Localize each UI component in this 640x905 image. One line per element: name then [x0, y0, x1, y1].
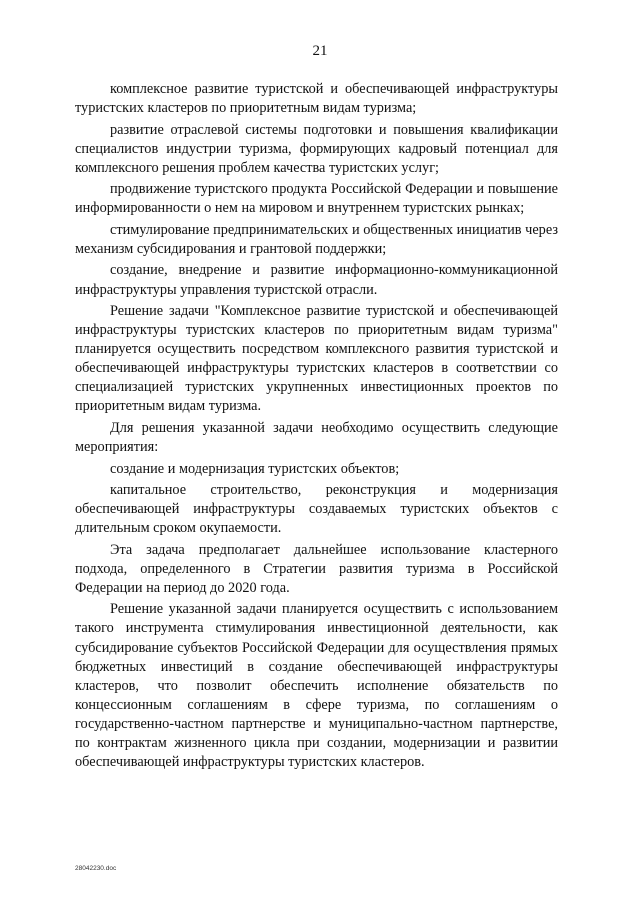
- paragraph: капитальное строительство, реконструкция и модернизация обеспечивающей инфраструктуры создаваемых туристских объектов с длительным сроком окупаемости.: [75, 482, 558, 537]
- paragraph: Эта задача предполагает дальнейшее использование кластерного подхода, определенного в Стратегии развития туризма в Российской Федерации на период до 2020 года.: [75, 541, 558, 596]
- paragraph: продвижение туристского продукта Российской Федерации и повышение информированности о нем на мировом и внутреннем туристских рынках;: [75, 181, 558, 217]
- paragraph: создание, внедрение и развитие информационно-коммуникационной инфраструктуры управления туристской отрасли.: [75, 262, 558, 298]
- paragraph: комплексное развитие туристской и обеспечивающей инфраструктуры туристских кластеров по приоритетным видам туризма;: [75, 81, 558, 117]
- paragraph: Решение задачи "Комплексное развитие туристской и обеспечивающей инфраструктуры туристских кластеров по приоритетным видам туризма" планируется осуществить посредством комплексного развития туристской и обеспечивающей инфраструктуры туристских кластеров в соответствии со специализацией туристских укрупненных инвестиционных проектов по приоритетным видам туризма.: [75, 302, 558, 415]
- document-footer-filename: 28042230.doc: [75, 865, 117, 872]
- page-number: 21: [312, 43, 328, 59]
- paragraph: стимулирование предпринимательских и общественных инициатив через механизм субсидирования и грантовой поддержки;: [75, 221, 558, 257]
- paragraph: создание и модернизация туристских объектов;: [110, 460, 400, 477]
- paragraph: развитие отраслевой системы подготовки и повышения квалификации специалистов индустрии туризма, формирующих кадровый потенциал для комплексного решения проблем качества туристских услуг;: [75, 121, 558, 176]
- document-body: [75, 80, 558, 775]
- paragraph: Для решения указанной задачи необходимо осуществить следующие мероприятия:: [75, 419, 558, 456]
- paragraph: Решение указанной задачи планируется осуществить с использованием такого инструмента стимулирования инвестиционной деятельности, как субсидирование субъектов Российской Федерации для осуществления прямых бюджетных инвестиций в создание обеспечивающей инфраструктуры кластеров, что позволит обеспечить исполнение обязательств по концессионным соглашениям в сфере туризма, по соглашениям о государственно-частном партнерстве и муниципально-частном партнерстве, по контрактам жизненного цикла при создании, модернизации и развитии обеспечивающей инфраструктуры туристских кластеров.: [75, 601, 558, 771]
